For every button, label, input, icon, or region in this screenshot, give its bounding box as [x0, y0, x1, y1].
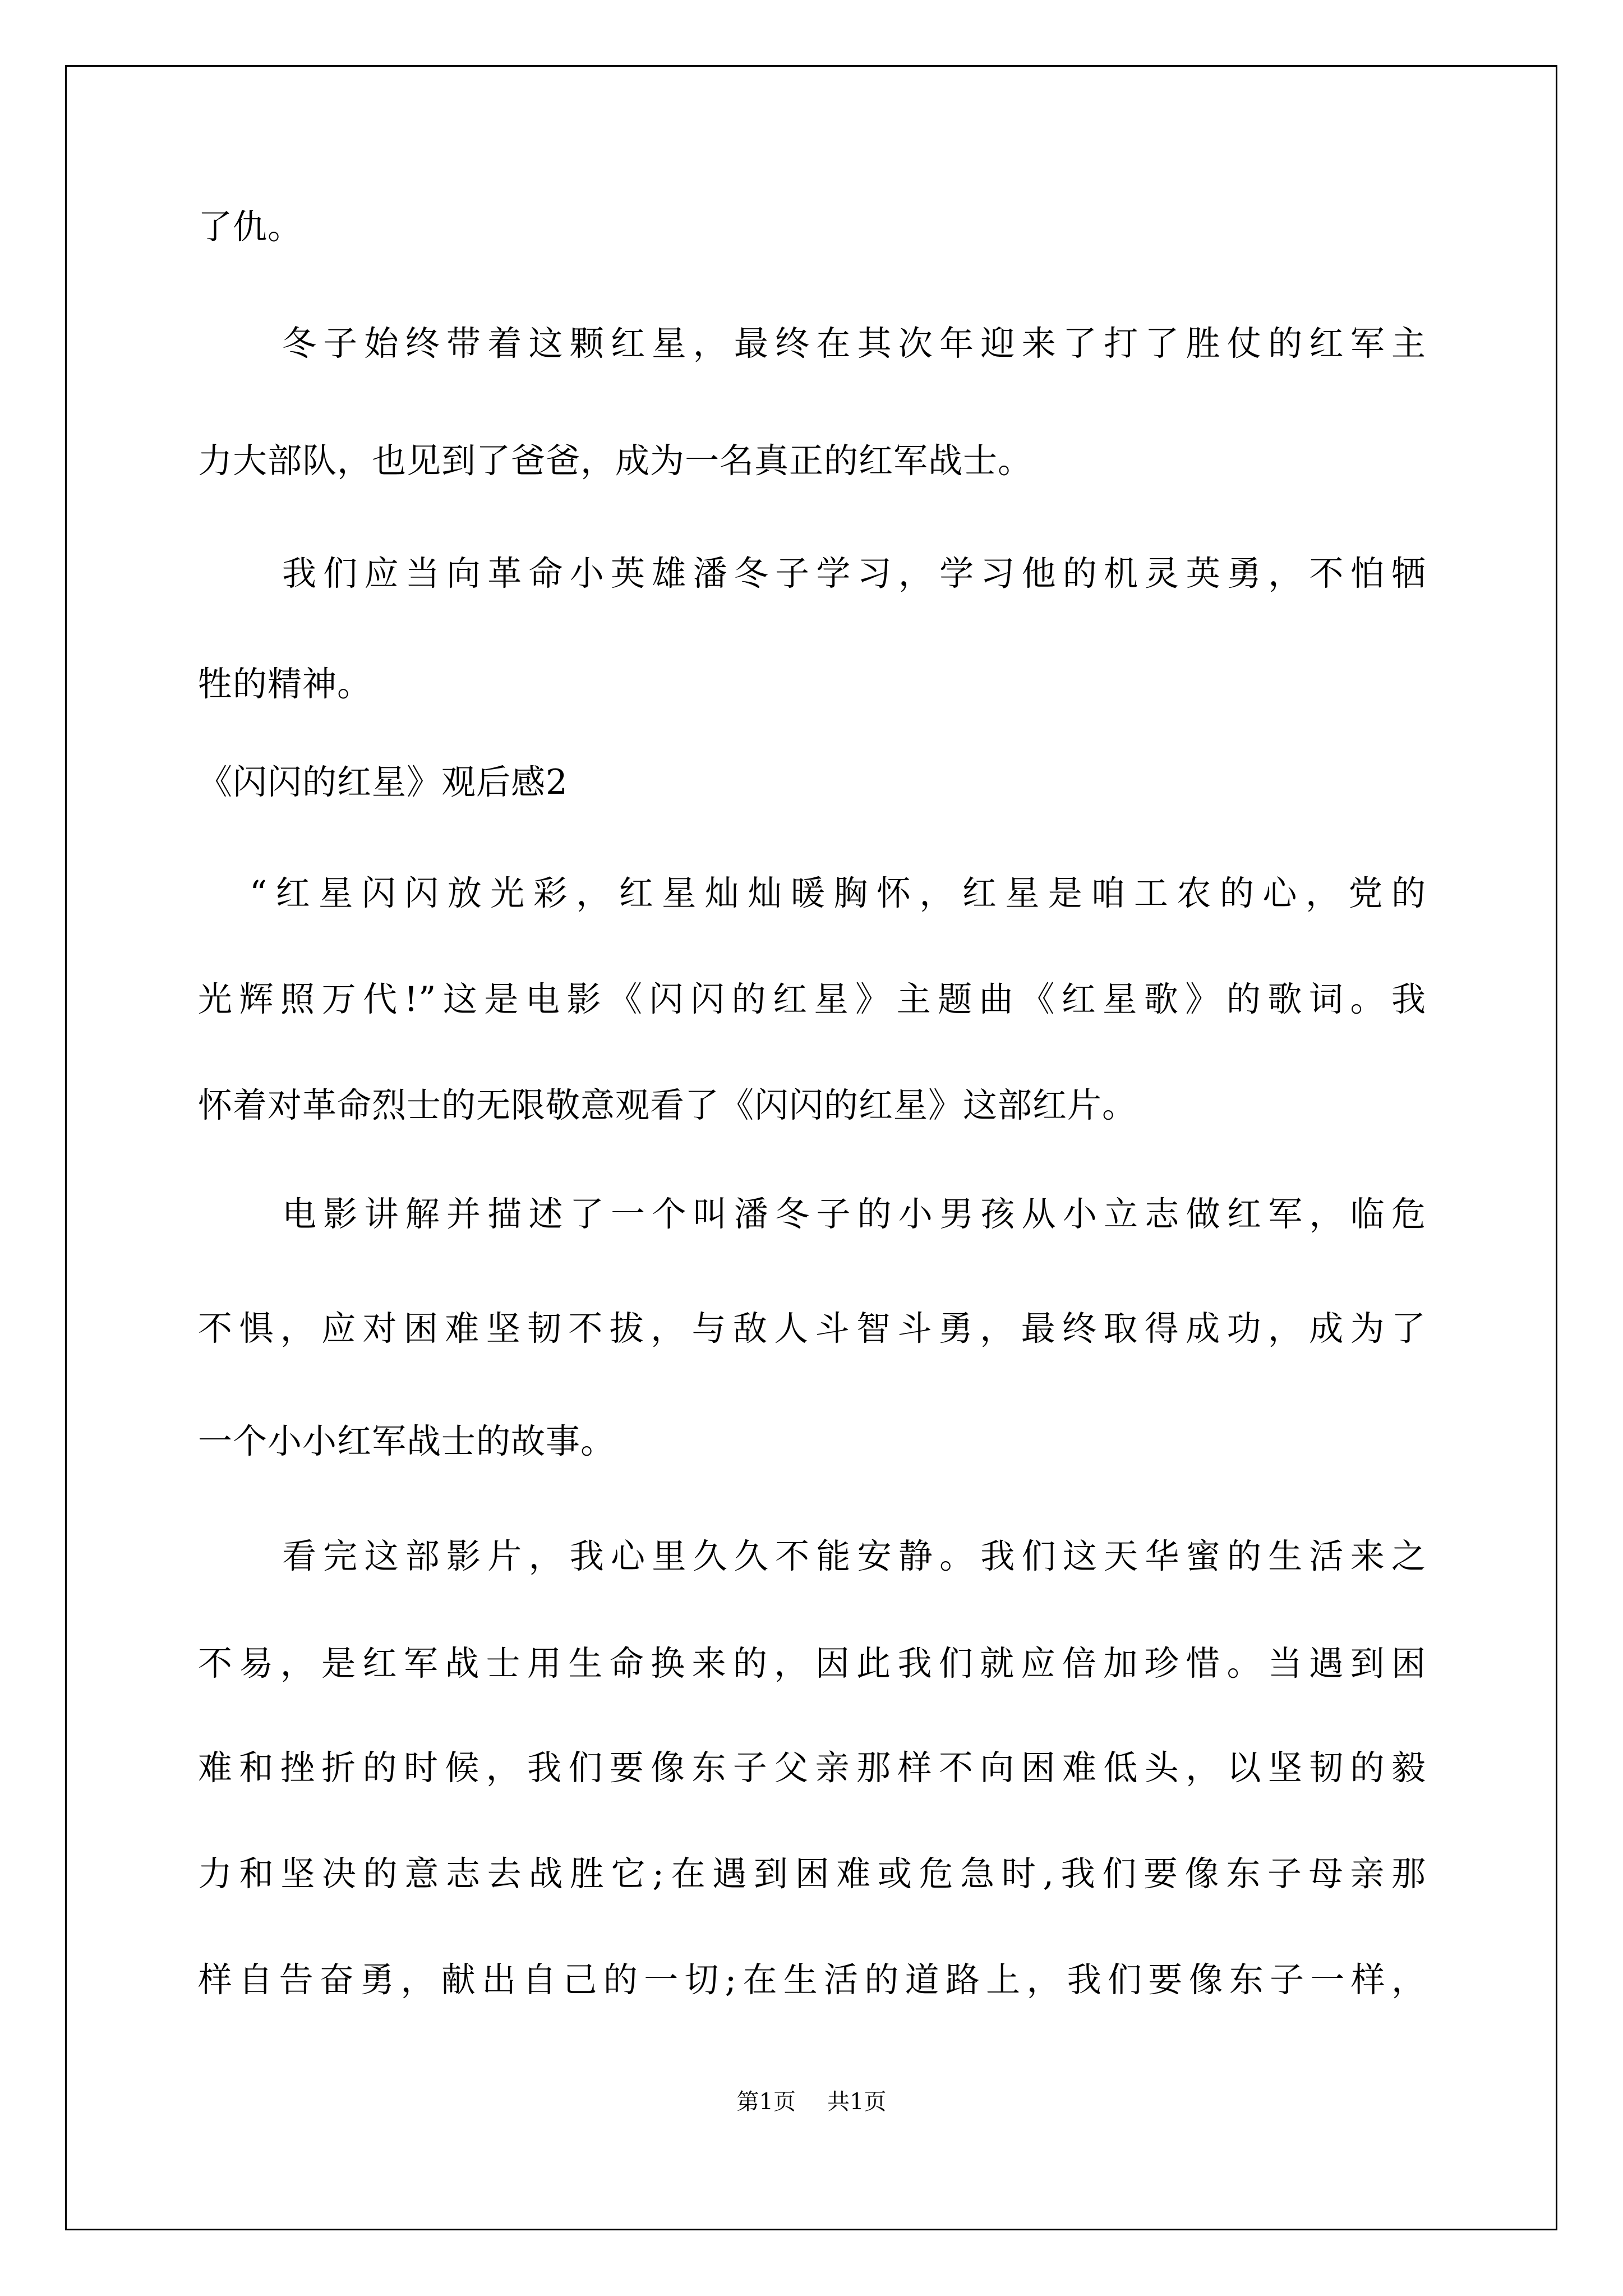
text-line: 力大部队，也见到了爸爸，成为一名真正的红军战士。: [198, 441, 1033, 481]
section-heading: 《闪闪的红星》观后感2: [198, 762, 568, 802]
text-line: “红星闪闪放光彩，红星灿灿暖胸怀，红星是咱工农的心，党的: [250, 873, 1426, 913]
page-border: [65, 65, 1557, 2230]
text-line: 冬子始终带着这颗红星，最终在其次年迎来了打了胜仗的红军主: [282, 324, 1426, 364]
text-line: 看完这部影片，我心里久久不能安静。我们这天华蜜的生活来之: [282, 1536, 1426, 1576]
page-number: 第1页: [736, 2089, 796, 2115]
text-line: 光辉照万代!”这是电影《闪闪的红星》主题曲《红星歌》的歌词。我: [198, 979, 1426, 1019]
text-line: 牲的精神。: [198, 664, 372, 704]
text-line: 不惧，应对困难坚韧不拔，与敌人斗智斗勇，最终取得成功，成为了: [198, 1309, 1426, 1349]
text-line: 样自告奋勇，献出自己的一切;在生活的道路上，我们要像东子一样，: [198, 1960, 1426, 2000]
page-footer: [0, 2088, 1623, 2116]
text-line: 一个小小红军战士的故事。: [198, 1421, 616, 1461]
text-line: 电影讲解并描述了一个叫潘冬子的小男孩从小立志做红军，临危: [282, 1194, 1426, 1234]
text-line: 怀着对革命烈士的无限敬意观看了《闪闪的红星》这部红片。: [198, 1085, 1137, 1125]
text-line: 了仇。: [198, 207, 303, 247]
total-pages: 共1页: [827, 2089, 887, 2115]
text-line: 不易，是红军战士用生命换来的，因此我们就应倍加珍惜。当遇到困: [198, 1644, 1426, 1683]
text-line: 力和坚决的意志去战胜它;在遇到困难或危急时,我们要像东子母亲那: [198, 1854, 1426, 1894]
text-line: 难和挫折的时候，我们要像东子父亲那样不向困难低头，以坚韧的毅: [198, 1748, 1426, 1788]
text-line: 我们应当向革命小英雄潘冬子学习，学习他的机灵英勇，不怕牺: [282, 554, 1426, 593]
